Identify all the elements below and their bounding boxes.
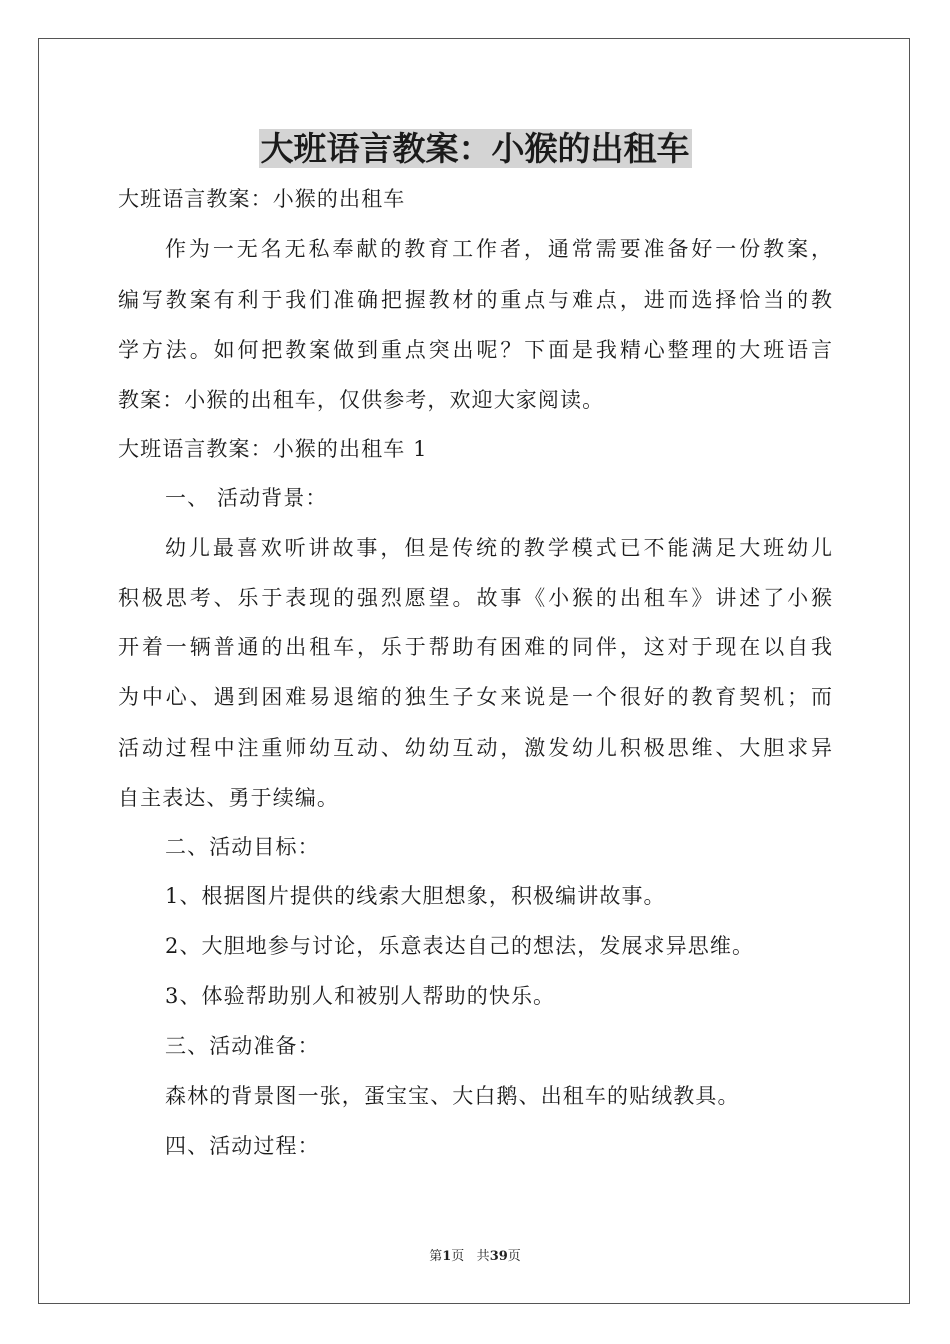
footer-total-suffix: 页 <box>507 1249 521 1264</box>
document-title-text: 大班语言教案：小猴的出租车 <box>260 129 690 168</box>
page-border <box>38 38 910 1304</box>
subtitle-line: 大班语言教案：小猴的出租车 <box>118 187 406 211</box>
preparation-heading: 三、活动准备： <box>165 1034 320 1058</box>
goal-item-2: 2、大胆地参与讨论，乐意表达自己的想法，发展求异思维。 <box>165 934 755 958</box>
process-heading: 四、活动过程： <box>165 1134 320 1158</box>
footer-total-pages: 39 <box>489 1249 508 1264</box>
goal-item-1: 1、根据图片提供的线索大胆想象，积极编讲故事。 <box>165 884 666 908</box>
background-line-2: 积极思考、乐于表现的强烈愿望。故事《小猴的出租车》讲述了小猴 <box>118 586 832 610</box>
goals-heading: 二、活动目标： <box>165 835 320 859</box>
background-line-1: 幼儿最喜欢听讲故事，但是传统的教学模式已不能满足大班幼儿 <box>165 536 832 560</box>
document-title <box>0 124 950 174</box>
intro-line-2: 编写教案有利于我们准确把握教材的重点与难点，进而选择恰当的教 <box>118 288 832 312</box>
background-heading: 一、 活动背景： <box>165 486 328 510</box>
footer-total-prefix: 共 <box>476 1249 490 1264</box>
intro-line-3: 学方法。如何把教案做到重点突出呢？下面是我精心整理的大班语言 <box>118 338 832 362</box>
preparation-text: 森林的背景图一张，蛋宝宝、大白鹅、出租车的贴绒教具。 <box>165 1084 740 1108</box>
background-line-4: 为中心、遇到困难易退缩的独生子女来说是一个很好的教育契机；而 <box>118 685 832 709</box>
background-line-3: 开着一辆普通的出租车，乐于帮助有困难的同伴，这对于现在以自我 <box>118 635 832 659</box>
page-footer <box>0 1248 950 1266</box>
goal-item-3: 3、体验帮助别人和被别人帮助的快乐。 <box>165 984 556 1008</box>
section-heading-1: 大班语言教案：小猴的出租车 1 <box>118 437 428 461</box>
background-line-6: 自主表达、勇于续编。 <box>118 786 339 810</box>
intro-line-1: 作为一无名无私奉献的教育工作者，通常需要准备好一份教案， <box>165 237 832 261</box>
intro-line-4: 教案：小猴的出租车，仅供参考，欢迎大家阅读。 <box>118 388 605 412</box>
background-line-5: 活动过程中注重师幼互动、幼幼互动，激发幼儿积极思维、大胆求异 <box>118 736 832 760</box>
footer-page-suffix: 页 <box>451 1249 465 1264</box>
footer-page-number: 1 <box>442 1249 452 1264</box>
footer-page-prefix: 第 <box>429 1249 443 1264</box>
